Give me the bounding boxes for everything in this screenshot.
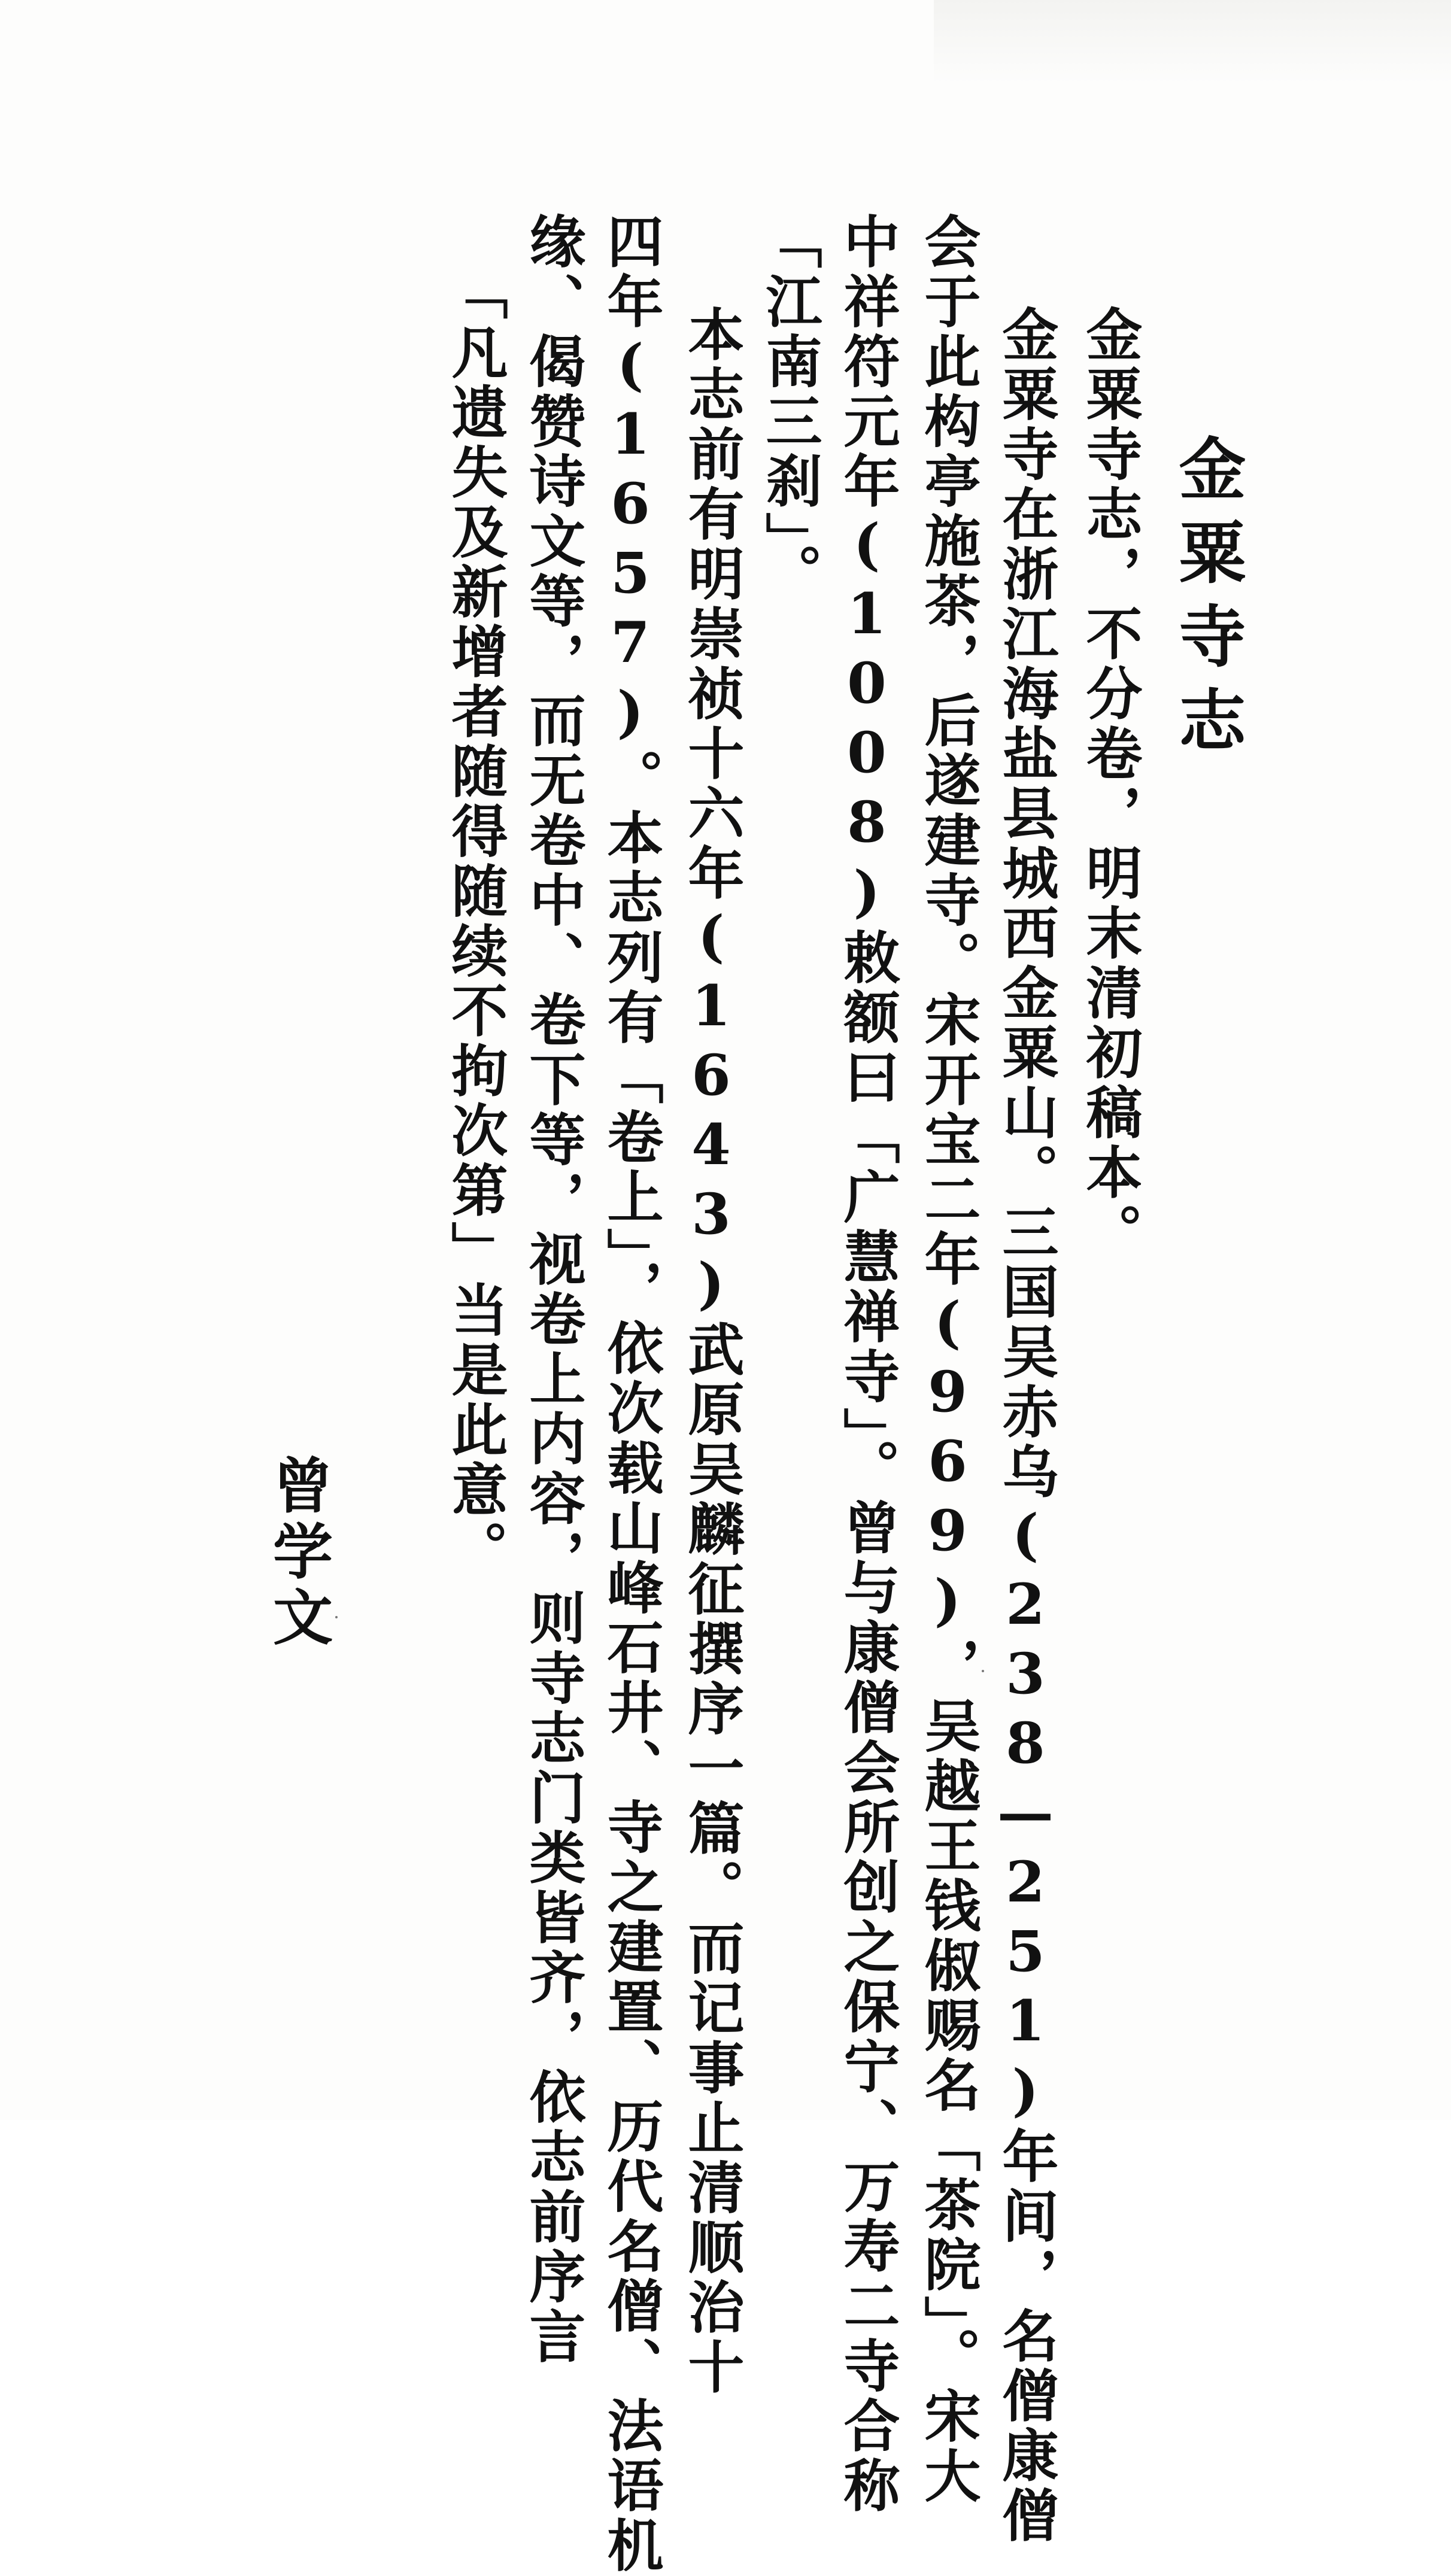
author-signature: 曾学文 — [263, 1454, 333, 1652]
scan-speck — [982, 1670, 984, 1672]
text-column-3: 会于此构亭施茶，后遂建寺。宋开宝二年(969)，吴越王钱俶赐名「茶院」。宋大 — [915, 212, 981, 2507]
scan-shadow — [934, 0, 1451, 84]
text-column-9: 「凡遗失及新增者随得随续不拘次第」当是此意。 — [442, 263, 508, 1580]
text-column-7: 四年(1657)。本志列有「卷上」，依次载山峰石井、寺之建置、历代名僧、法语机 — [597, 212, 663, 2576]
text-column-4: 中祥符元年(1008)敕额曰「广慧禅寺」。曾与康僧会所创之保宁、万寿二寺合称 — [834, 212, 900, 2516]
scan-speck — [335, 1616, 338, 1618]
page-title: 金粟寺志 — [1168, 434, 1246, 769]
text-column-8: 缘、偈赞诗文等，而无卷中、卷下等，视卷上内容，则寺志门类皆齐，依志前序言 — [520, 212, 585, 2367]
text-column-6: 本志前有明崇祯十六年(1643)武原吴麟征撰序一篇。而记事止清顺治十 — [678, 305, 744, 2398]
text-column-5: 「江南三刹」。 — [756, 212, 822, 603]
text-column-2: 金粟寺在浙江海盐县城西金粟山。三国吴赤乌(238—251)年间，名僧康僧 — [992, 305, 1058, 2546]
text-column-1: 金粟寺志，不分卷，明末清初稿本。 — [1076, 305, 1142, 1263]
